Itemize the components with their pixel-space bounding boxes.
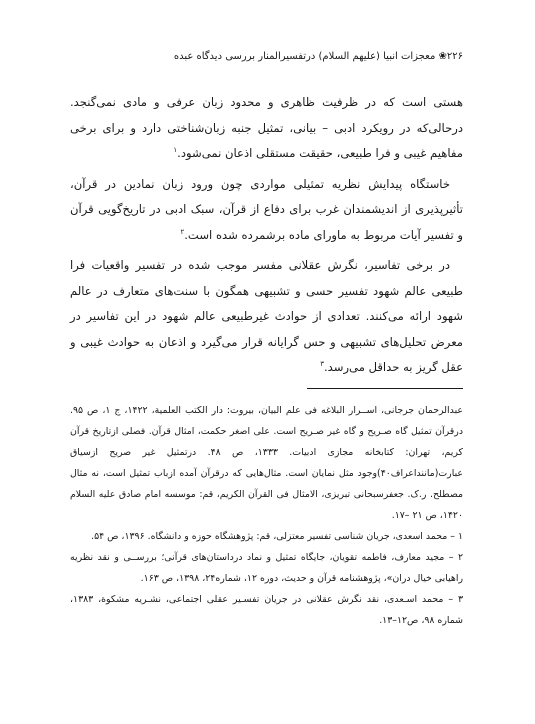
paragraph-text: هستی است که در ظرفیت ظاهری و محدود زبان عرفی و مادی نمی‌گنجد. درحالی‌که در رویکرد ادبی – بیانی، تمثیل جنبه زبان‌شناختی دارد و برای برخی مفاهیم غیبی و فرا طبیعی، حقیقت مستقلی اذعان نمی‌شود. <box>70 95 463 160</box>
footnotes <box>70 400 463 631</box>
running-title: معجزات انبیا (علیهم السلام) درتفسیرالمنار بررسی دیدگاه عبده <box>173 51 436 62</box>
footnote-ref: ۳ <box>320 360 324 369</box>
running-header <box>70 50 463 64</box>
page-number: ۲۲۶ <box>446 51 463 62</box>
footnote-2: ۲ – مجید معارف، فاطمه تقویان، جایگاه تمثیل و نماد دردا‌ستان‌های قرآنی؛ بررســی و نقد نظریه راهیابی خیال دران»، پژوهشنامه قرآن و حدیث، دوره ۱۲، شماره۲۴، ۱۳۹۸، ص ۱۶۳. <box>70 552 463 584</box>
header-ornament: ❀ <box>438 51 447 62</box>
paragraph-text: خاستگاه پیدایش نظریه تمثیلی مواردی چون ورود زبان نمادین در قرآن، تأثیرپذیری از اندیشمندان غرب برای دفاع از قرآن، سبک ادبی در تاریخ‌گویی قرآن و تفسیر آیات مربوط به ماورای ماده برشمرده شده است. <box>70 176 463 242</box>
paragraph-text: در برخی تفاسیر، نگرش عقلانی مفسر موجب شده در تفسیر واقعیات فرا طبیعی عالم شهود تفسیر حسی و تشبیهی همگون با سنت‌های متعارف در عالم شهود ارائه می‌کنند. تعدادی از حوادث غیرطبیعی عالم شهود در این تفاسیر در معرض تحلیل‌های تشبیهی و حس گرایانه قرار می‌گیرد و اذعان به حوادث غیبی و عقل گریز به حداقل می‌رسد. <box>70 258 463 374</box>
paragraph-2 <box>70 172 463 249</box>
footnote-divider <box>307 388 463 389</box>
paragraph-3 <box>70 253 463 381</box>
paragraph-1 <box>70 90 463 167</box>
footnote-ref: ۲ <box>180 227 185 236</box>
footnote-continuation: عبدالرحمان جرجانی، اســرار البلاغه فی علم البیان، بیروت: دار الکتب العلمیة، ۱۴۲۲، ج ۱، ص ۹۵. درقرآن تمثیل گاه صـریح و گاه غیر صـریح است. علی اصغر حکمت، امثال قرآن. فصلی ازتاریخ قرآن کریم، تهران: کتابخانه مجازی ادبیات. ۱۳۳۳، ص ۴۸. درتمثیل غیر صریح ازسیاق عبارت(مانندا‌عراف۴۰)وجود مثل نمایان است. مثال‌هایی که درقرآن آمده ازباب تمثیل است، نه مثال مصطلح. ر.ک. جعفرسبحانی تبریزی، الامثال فی القرآن الکریم، قم: موسسه امام صادق علیه السلام ۱۴۲۰، ص ۲۱ –۱۷. <box>70 405 463 521</box>
footnote-1: ۱ – محمد اسعدی، جریان شناسی تفسیر معتزلی، قم: پژوهشگاه حوزه و دانشگاه. ۱۳۹۶، ص ۵۴. <box>91 531 463 542</box>
footnote-3: ۳ – محمد اسـعدی، نقد نگرش عقلانی در جریان تفسـیر عقلی اجتماعی، نشـریه مشکوة، ۱۳۸۳، شماره ۹۸، ص۱۲–۱۳. <box>70 594 463 626</box>
footnote-ref: ۱ <box>173 146 178 155</box>
main-text <box>70 90 463 386</box>
